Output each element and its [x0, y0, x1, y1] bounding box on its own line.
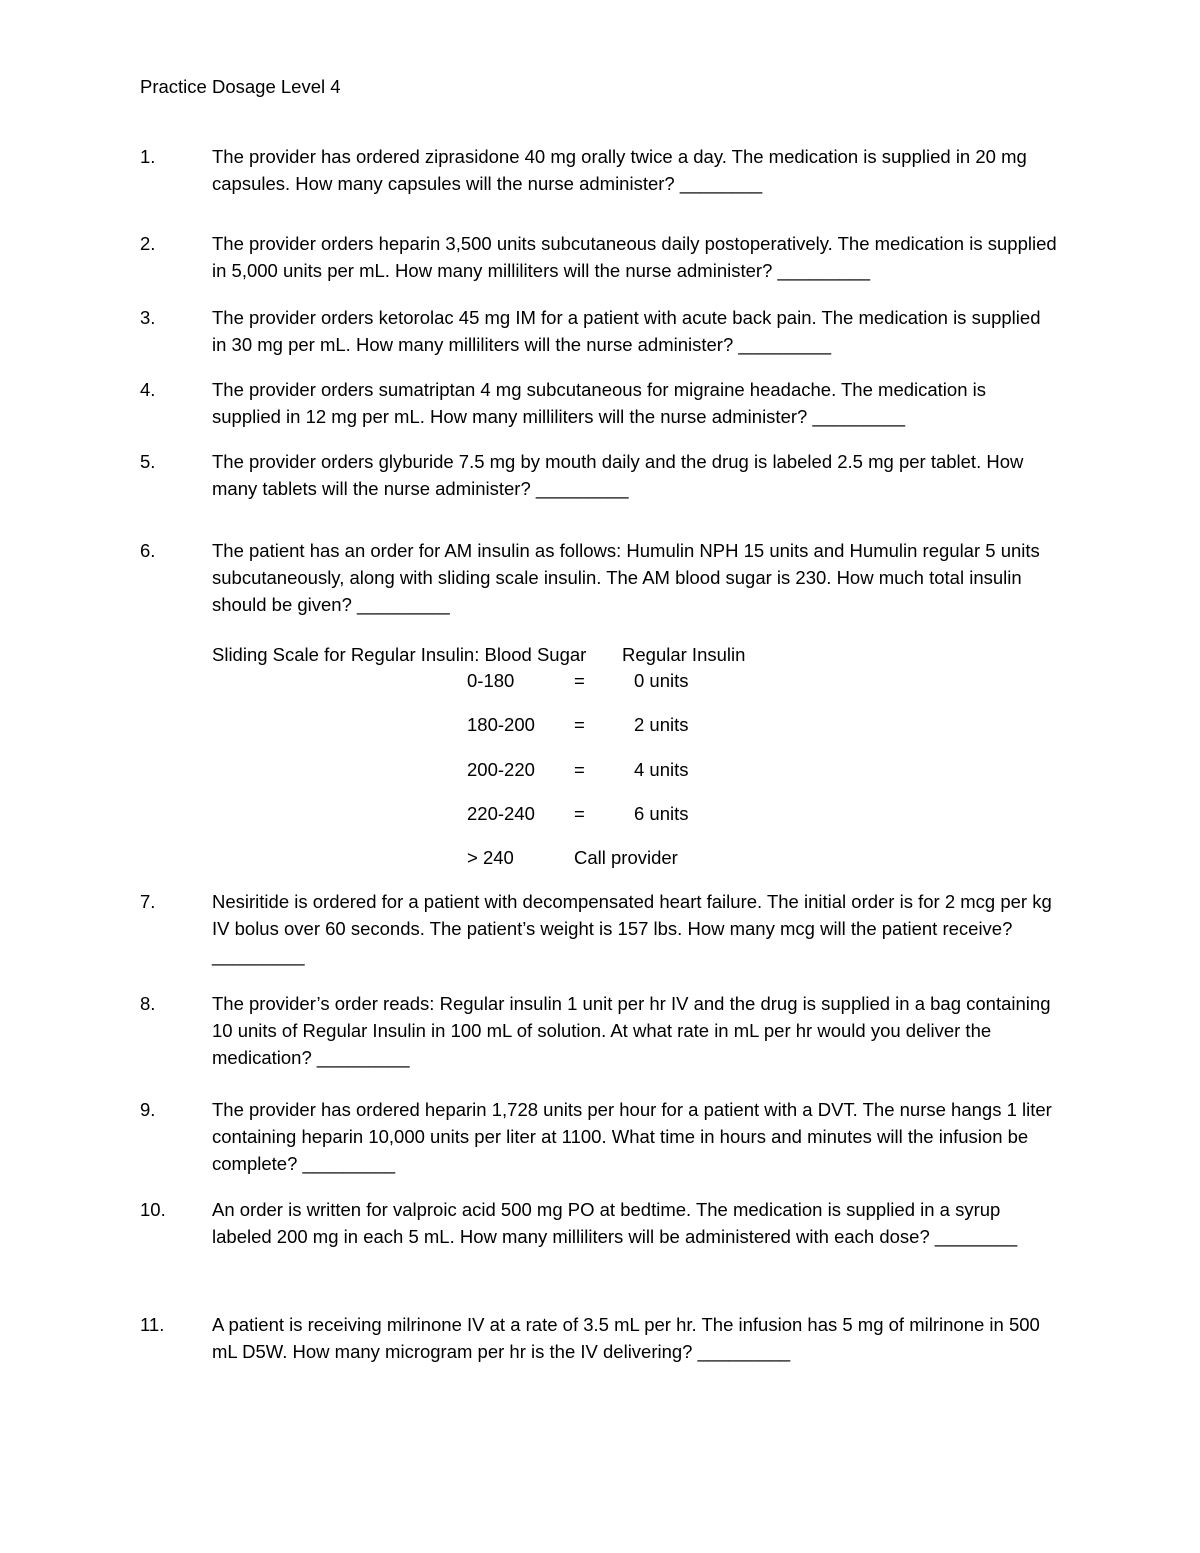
- question-text: The provider has ordered ziprasidone 40 mg orally twice a day. The medication is supplied in 20 mg capsules. How many capsules will the nurse administer? ________: [212, 146, 1027, 194]
- question-text: The provider’s order reads: Regular insulin 1 unit per hr IV and the drug is supplied in a bag containing 10 units of Regular Insulin in 100 mL of solution. At what rate in mL per hr would you deliver the medication? _________: [212, 993, 1051, 1068]
- sliding-scale-header: [212, 642, 746, 668]
- sliding-scale-row: [0, 757, 1200, 783]
- sliding-scale-row: [0, 845, 1200, 871]
- question-number: 1.: [140, 146, 156, 167]
- question-number: 10.: [140, 1199, 166, 1220]
- blood-sugar-range: 220-240: [467, 803, 535, 824]
- question-text: The provider orders heparin 3,500 units subcutaneous daily postoperatively. The medication is supplied in 5,000 units per mL. How many milliliters will the nurse administer? _________: [212, 233, 1057, 281]
- page-title: Practice Dosage Level 4: [140, 76, 341, 97]
- question-2: [140, 230, 1060, 284]
- question-number: 4.: [140, 379, 156, 400]
- question-text: The patient has an order for AM insulin as follows: Humulin NPH 15 units and Humulin regular 5 units subcutaneously, along with sliding scale insulin. The AM blood sugar is 230. How much total insulin should be given? _________: [212, 540, 1040, 615]
- question-number: 5.: [140, 451, 156, 472]
- question-6: [140, 537, 1060, 618]
- question-text: The provider orders sumatriptan 4 mg subcutaneous for migraine headache. The medication is supplied in 12 mg per mL. How many milliliters will the nurse administer? _________: [212, 379, 986, 427]
- question-number: 11.: [140, 1314, 165, 1335]
- insulin-units: 0 units: [634, 670, 689, 691]
- sliding-scale-row: [0, 668, 1200, 694]
- question-9: [140, 1096, 1060, 1177]
- blood-sugar-range: 0-180: [467, 670, 515, 691]
- question-number: 7.: [140, 891, 156, 912]
- question-text: The provider orders glyburide 7.5 mg by mouth daily and the drug is labeled 2.5 mg per tablet. How many tablets will the nurse administer? _________: [212, 451, 1024, 499]
- regular-insulin-label: Regular Insulin: [622, 644, 746, 665]
- equals-sign: =: [574, 714, 585, 735]
- insulin-units: 2 units: [634, 714, 689, 735]
- question-3: [140, 304, 1060, 358]
- sliding-scale-label: Sliding Scale for Regular Insulin: Blood Sugar: [212, 644, 587, 665]
- insulin-units: Call provider: [574, 847, 678, 868]
- question-text: Nesiritide is ordered for a patient with decompensated heart failure. The initial order is for 2 mcg per kg IV bolus over 60 seconds. The patient’s weight is 157 lbs. How many mcg will the patient receive? _________: [212, 891, 1052, 966]
- question-number: 2.: [140, 233, 156, 254]
- insulin-units: 4 units: [634, 759, 689, 780]
- question-10: [140, 1196, 1060, 1250]
- question-1: [140, 143, 1060, 197]
- equals-sign: =: [574, 670, 585, 691]
- question-text: The provider orders ketorolac 45 mg IM for a patient with acute back pain. The medication is supplied in 30 mg per mL. How many milliliters will the nurse administer? _________: [212, 307, 1041, 355]
- question-11: [140, 1311, 1060, 1365]
- sliding-scale-row: [0, 801, 1200, 827]
- question-text: The provider has ordered heparin 1,728 units per hour for a patient with a DVT. The nurse hangs 1 liter containing heparin 10,000 units per liter at 1100. What time in hours and minutes will the infusion be complete? _________: [212, 1099, 1052, 1174]
- insulin-units: 6 units: [634, 803, 689, 824]
- question-text: A patient is receiving milrinone IV at a rate of 3.5 mL per hr. The infusion has 5 mg of milrinone in 500 mL D5W. How many microgram per hr is the IV delivering? _________: [212, 1314, 1040, 1362]
- blood-sugar-range: 200-220: [467, 759, 535, 780]
- question-number: 9.: [140, 1099, 156, 1120]
- sliding-scale-row: [0, 712, 1200, 738]
- question-4: [140, 376, 1060, 430]
- question-text: An order is written for valproic acid 500 mg PO at bedtime. The medication is supplied in a syrup labeled 200 mg in each 5 mL. How many milliliters will be administered with each dose? ________: [212, 1199, 1018, 1247]
- question-7: [140, 888, 1060, 969]
- question-number: 8.: [140, 993, 156, 1014]
- question-number: 6.: [140, 540, 156, 561]
- blood-sugar-range: > 240: [467, 847, 514, 868]
- blood-sugar-range: 180-200: [467, 714, 535, 735]
- question-5: [140, 448, 1060, 502]
- equals-sign: =: [574, 803, 585, 824]
- equals-sign: =: [574, 759, 585, 780]
- question-8: [140, 990, 1060, 1071]
- question-number: 3.: [140, 307, 156, 328]
